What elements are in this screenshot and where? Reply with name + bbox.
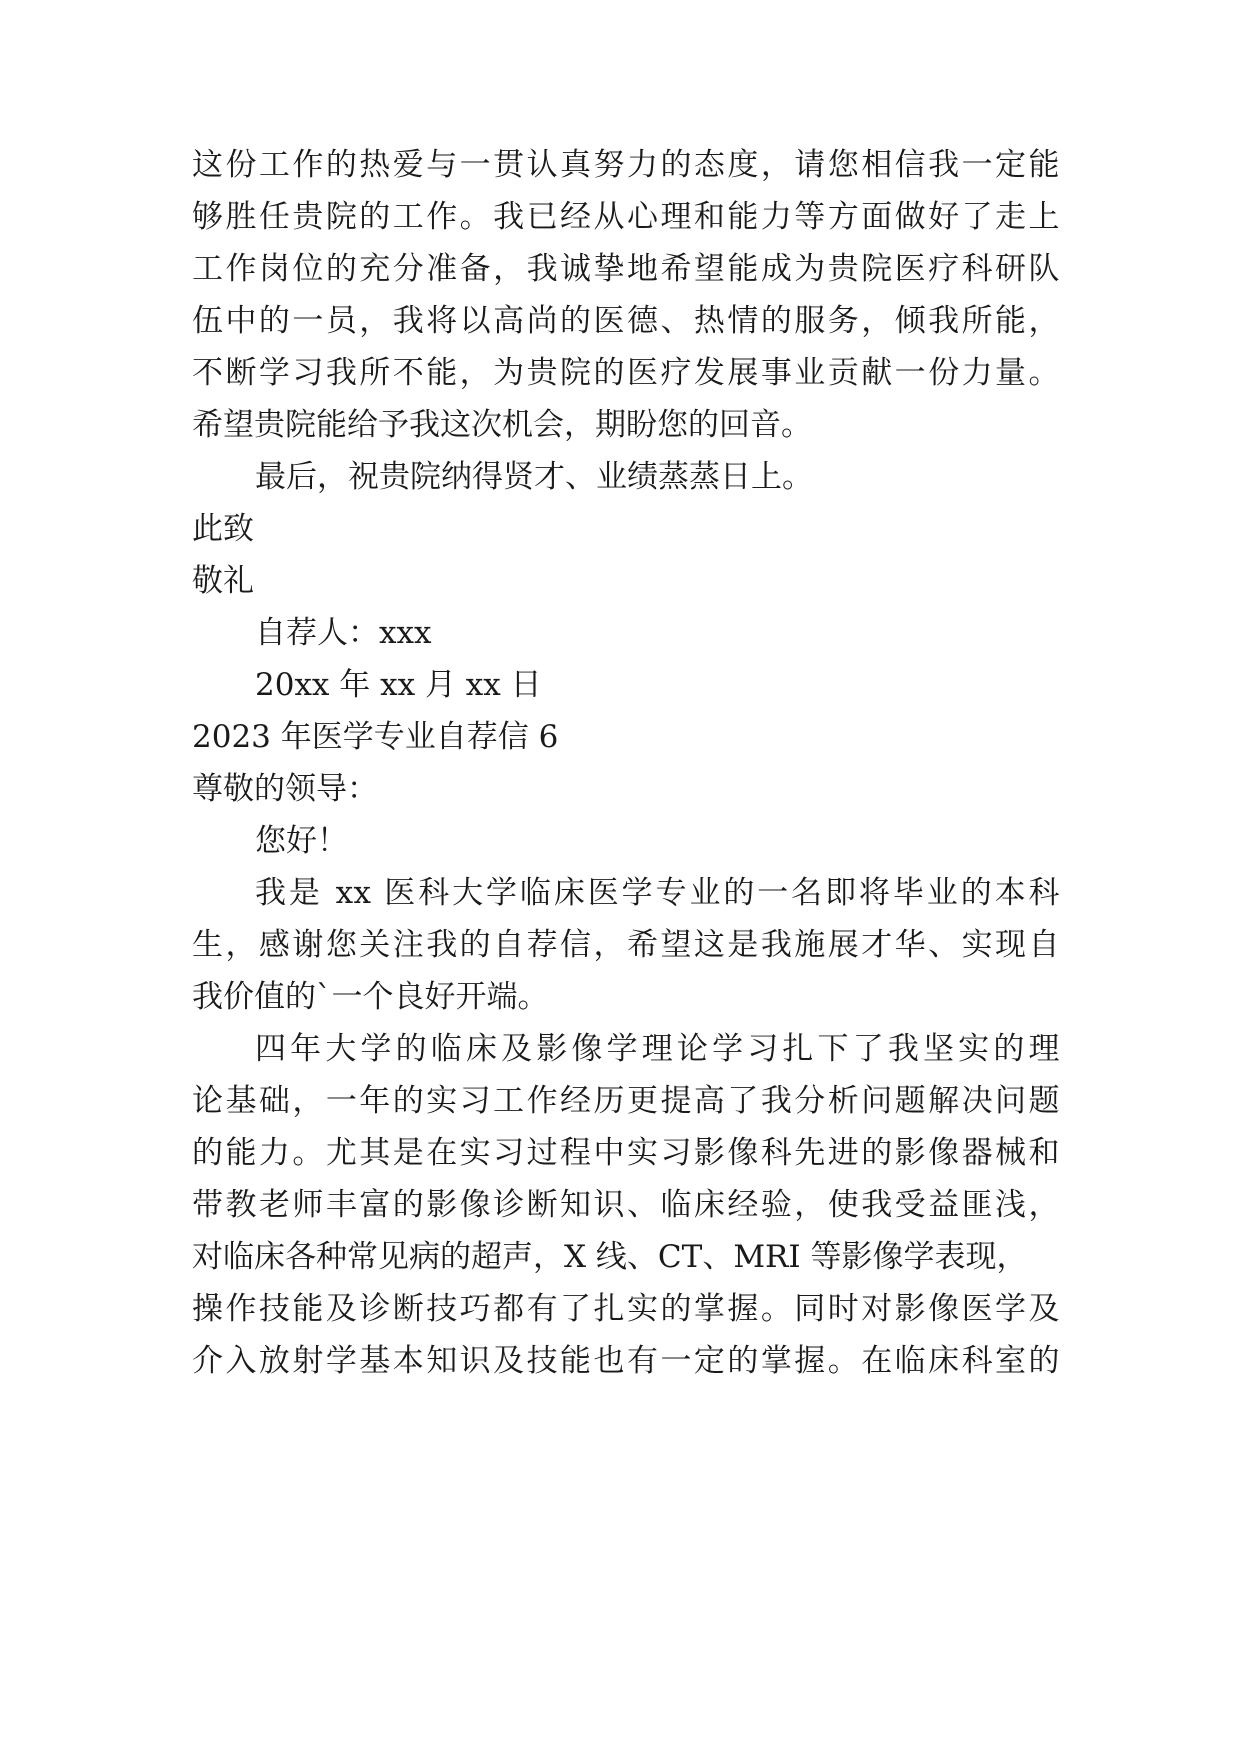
signature: 自荐人：xxx	[255, 615, 432, 651]
text-line: 伍中的一员，我将以高尚的医德、热情的服务，倾我所能，	[192, 303, 1060, 339]
greeting-addressee: 尊敬的领导：	[192, 771, 378, 807]
text-line: 我价值的`一个良好开端。	[192, 979, 549, 1015]
text-line: 生，感谢您关注我的自荐信，希望这是我施展才华、实现自	[192, 927, 1060, 963]
date-line: 20xx 年 xx 月 xx 日	[255, 667, 542, 703]
text-line: 够胜任贵院的工作。我已经从心理和能力等方面做好了走上	[192, 199, 1060, 235]
text-line: 的能力。尤其是在实习过程中实习影像科先进的影像器械和	[192, 1135, 1060, 1171]
text-line: 工作岗位的充分准备，我诚挚地希望能成为贵院医疗科研队	[192, 251, 1060, 287]
text-line: 介入放射学基本知识及技能也有一定的掌握。在临床科室的	[192, 1343, 1060, 1379]
salutation-closing: 此致	[192, 511, 254, 547]
text-line: 希望贵院能给予我这次机会，期盼您的回音。	[192, 407, 812, 443]
text-line: 四年大学的临床及影像学理论学习扎下了我坚实的理	[255, 1031, 1060, 1067]
section-title: 2023 年医学专业自荐信 6	[192, 719, 559, 755]
text-line: 论基础，一年的实习工作经历更提高了我分析问题解决问题	[192, 1083, 1060, 1119]
salutation-regards: 敬礼	[192, 563, 254, 599]
closing-wish: 最后，祝贵院纳得贤才、业绩蒸蒸日上。	[255, 459, 813, 495]
greeting: 您好！	[255, 823, 348, 859]
text-line: 带教老师丰富的影像诊断知识、临床经验，使我受益匪浅，	[192, 1187, 1060, 1223]
text-line: 对临床各种常见病的超声，X 线、CT、MRI 等影像学表现，	[192, 1239, 1028, 1275]
text-line: 操作技能及诊断技巧都有了扎实的掌握。同时对影像医学及	[192, 1291, 1060, 1327]
text-line: 我是 xx 医科大学临床医学专业的一名即将毕业的本科	[255, 875, 1060, 911]
text-line: 不断学习我所不能，为贵院的医疗发展事业贡献一份力量。	[192, 355, 1060, 391]
text-line: 这份工作的热爱与一贯认真努力的态度，请您相信我一定能	[192, 147, 1060, 183]
